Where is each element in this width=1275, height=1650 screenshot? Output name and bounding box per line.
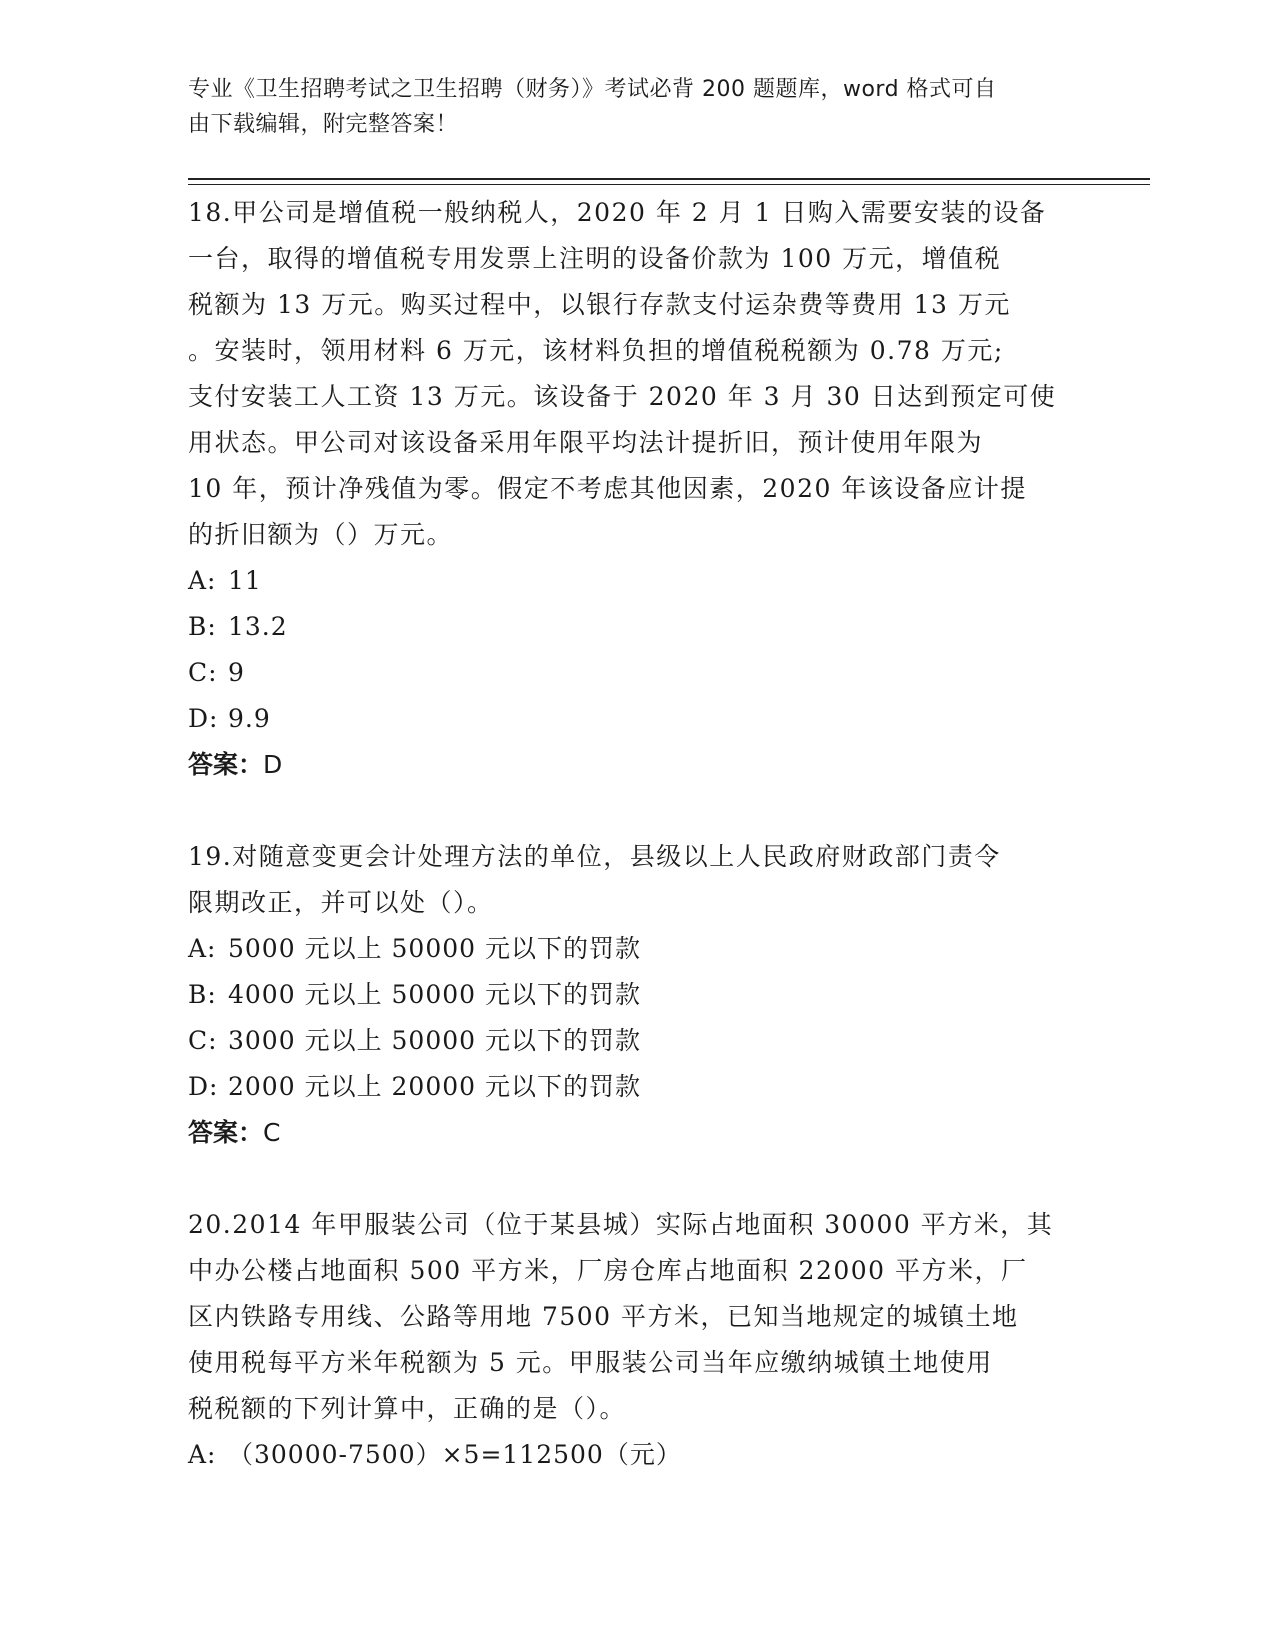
option-letter: A: [188,566,217,595]
stem-line: 用状态。甲公司对该设备采用年限平均法计提折旧，预计使用年限为 [188,428,984,457]
answer-label: 答案： [188,750,264,779]
stem-line: 支付安装工人工资 13 万元。该设备于 2020 年 3 月 30 日达到预定可使 [188,382,1057,411]
question-19 [188,834,1078,1156]
question-spacer [188,788,1078,834]
question-stem [188,834,1078,926]
option-letter: A: [188,1440,217,1469]
stem-line: 税额为 13 万元。购买过程中，以银行存款支付运杂费等费用 13 万元 [188,290,1011,319]
option-letter: C: [188,658,218,687]
option-d [188,696,1078,742]
answer-label: 答案： [188,1118,264,1147]
stem-line: 限期改正，并可以处（）。 [188,888,494,917]
option-text: 5000 元以上 50000 元以下的罚款 [228,934,641,963]
stem-line: 区内铁路专用线、公路等用地 7500 平方米，已知当地规定的城镇土地 [188,1302,1019,1331]
option-a [188,558,1078,604]
option-letter: B: [188,980,217,1009]
option-text: 4000 元以上 50000 元以下的罚款 [228,980,641,1009]
option-a [188,1432,1078,1478]
question-stem [188,190,1078,558]
answer-line [188,742,1078,788]
page-header [188,72,1068,142]
option-d [188,1064,1078,1110]
question-20 [188,1202,1078,1478]
header-divider-thin [188,184,1150,185]
header-line-2: 由下载编辑，附完整答案！ [188,112,459,137]
option-b [188,972,1078,1018]
option-letter: D: [188,704,219,733]
stem-line: 10 年，预计净残值为零。假定不考虑其他因素，2020 年该设备应计提 [188,474,1027,503]
option-letter: C: [188,1026,218,1055]
stem-line: 18.甲公司是增值税一般纳税人，2020 年 2 月 1 日购入需要安装的设备 [188,198,1047,227]
answer-value: C [263,1118,281,1147]
question-18 [188,190,1078,788]
stem-line: 一台，取得的增值税专用发票上注明的设备价款为 100 万元，增值税 [188,244,1002,273]
option-b [188,604,1078,650]
option-text: 9 [228,658,245,687]
option-text: 2000 元以上 20000 元以下的罚款 [228,1072,641,1101]
stem-line: 的折旧额为（）万元。 [188,520,454,549]
question-list [188,190,1078,1478]
option-letter: B: [188,612,217,641]
option-letter: A: [188,934,217,963]
stem-line: 。安装时，领用材料 6 万元，该材料负担的增值税税额为 0.78 万元; [188,336,1004,365]
question-spacer [188,1156,1078,1202]
answer-line [188,1110,1078,1156]
stem-line: 19.对随意变更会计处理方法的单位，县级以上人民政府财政部门责令 [188,842,1001,871]
option-text: 3000 元以上 50000 元以下的罚款 [228,1026,641,1055]
option-a [188,926,1078,972]
option-letter: D: [188,1072,219,1101]
question-stem [188,1202,1078,1432]
option-c [188,1018,1078,1064]
stem-line: 中办公楼占地面积 500 平方米，厂房仓库占地面积 22000 平方米，厂 [188,1256,1028,1285]
header-line-1: 专业《卫生招聘考试之卫生招聘（财务）》考试必背 200 题题库，word 格式可自 [188,77,997,102]
option-text: 11 [228,566,262,595]
stem-line: 税税额的下列计算中，正确的是（）。 [188,1394,627,1423]
option-text: （30000-7500）×5=112500（元） [228,1440,682,1469]
stem-line: 20.2014 年甲服装公司（位于某县城）实际占地面积 30000 平方米，其 [188,1210,1054,1239]
stem-line: 使用税每平方米年税额为 5 元。甲服装公司当年应缴纳城镇土地使用 [188,1348,993,1377]
answer-value: D [263,750,283,779]
option-c [188,650,1078,696]
option-text: 13.2 [228,612,288,641]
header-divider-thick [188,178,1150,180]
option-text: 9.9 [228,704,271,733]
